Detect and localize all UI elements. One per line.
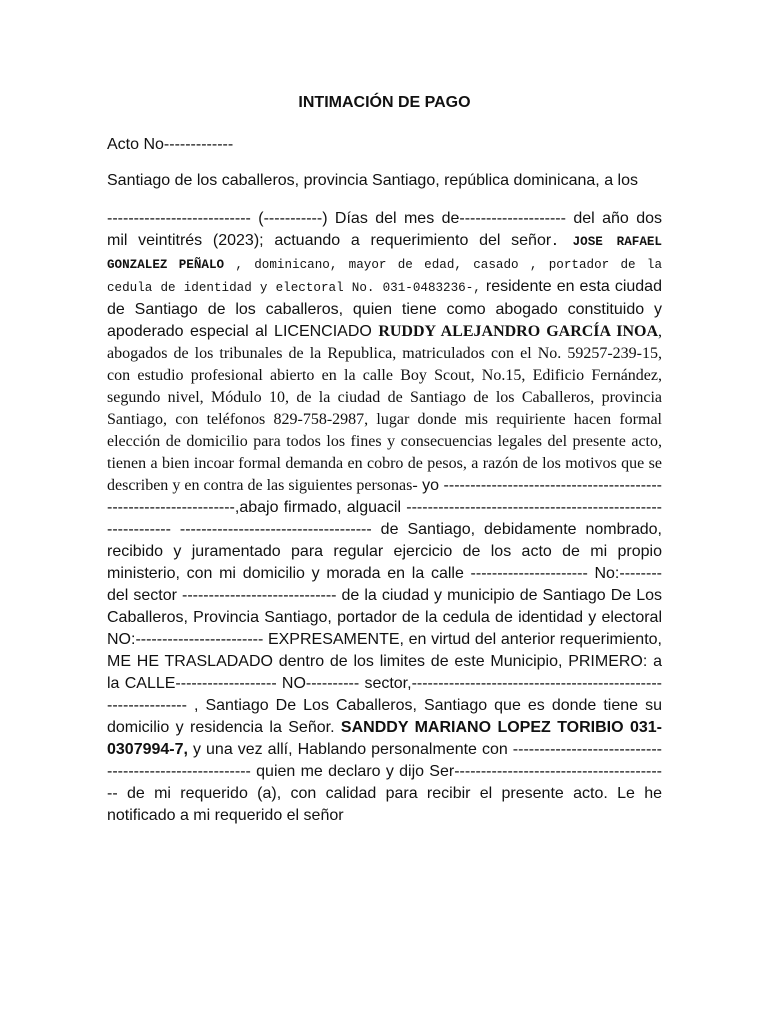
closing-text: y una vez allí, Hablando personalmente con ------------------------------------------------------- quien me declaro y dijo Ser----------------------------------------- de mi requerido (a), con calidad para recibir el presente acto. Le he notificado a mi requerido el señor [107, 741, 662, 824]
notified-person: SANDDY MARIANO LOPEZ TORIBIO 031-0307994-7, [107, 719, 662, 758]
lawyer-name: RUDDY ALEJANDRO GARCÍA INOA [378, 323, 659, 340]
residence-text: residente en esta ciudad de Santiago de los caballeros, quien tiene como abogado constituido y apoderado especial al LICENCIADO [107, 278, 662, 340]
document-title: INTIMACIÓN DE PAGO [298, 94, 471, 111]
acto-number-line: Acto No------------- [107, 136, 234, 153]
requester-details: , dominicano, mayor de edad, casado , portador de la cedula de identidad y electoral No. 031-0483236-, [107, 258, 662, 295]
requester-name: JOSE RAFAEL GONZALEZ PEÑALO [107, 235, 662, 272]
lawyer-block [107, 323, 662, 494]
lawyer-details: , abogados de los tribunales de la Republica, matriculados con el No. 59257-239-15, con estudio profesional abierto en la calle Boy Scout, No.15, Edificio Fernández, segundo nivel, Módulo 10, de la ciudad de Santiago de los Caballeros, provincia Santiago, con teléfonos 829-758-2987, lugar donde mis requiriente hacen formal elección de domicilio para todos los fines y consecuencias legales del presente acto, tienen a bien incoar formal demanda en cobro de pesos, a razón de los motivos que se describen y en contra de las siguientes personas- [107, 323, 663, 494]
bailiff-text: yo -----------------------------------------------------------------,abajo firmado, alguacil ------------------------------------------------------------ ------------------------------------ de Santiago, debidamente nombrado, recibido y juramentado para regular ejercicio de los acto de mi propio ministerio, con mi domicilio y morada en la calle ---------------------- No:-------- del sector ----------------------------- de la ciudad y municipio de Santiago De Los Caballeros, Provincia Santiago, portador de la cedula de identidad y electoral NO:------------------------ EXPRESAMENTE, en virtud del anterior requerimiento, ME HE TRASLADADO dentro de los limites de este Municipio, PRIMERO: a la CALLE------------------- NO---------- sector,-------------------------------------------------------------- , Santiago De Los Caballeros, Santiago que es donde tiene su domicilio y residencia la Señor. [107, 477, 663, 736]
requester-separator: . JOSE RAFAEL GONZALEZ PEÑALO , dominicano, mayor de edad, casado , portador de la cedula de identidad y electoral No. 031-0483236-, [107, 235, 662, 295]
intro-line: Santiago de los caballeros, provincia Santiago, república dominicana, a los [107, 172, 638, 189]
body-paragraph [107, 208, 662, 827]
date-and-requester-text: --------------------------- (-----------) Días del mes de-------------------- del año dos mil veintitrés (2023); actuando a requerimiento del señor [107, 210, 662, 249]
